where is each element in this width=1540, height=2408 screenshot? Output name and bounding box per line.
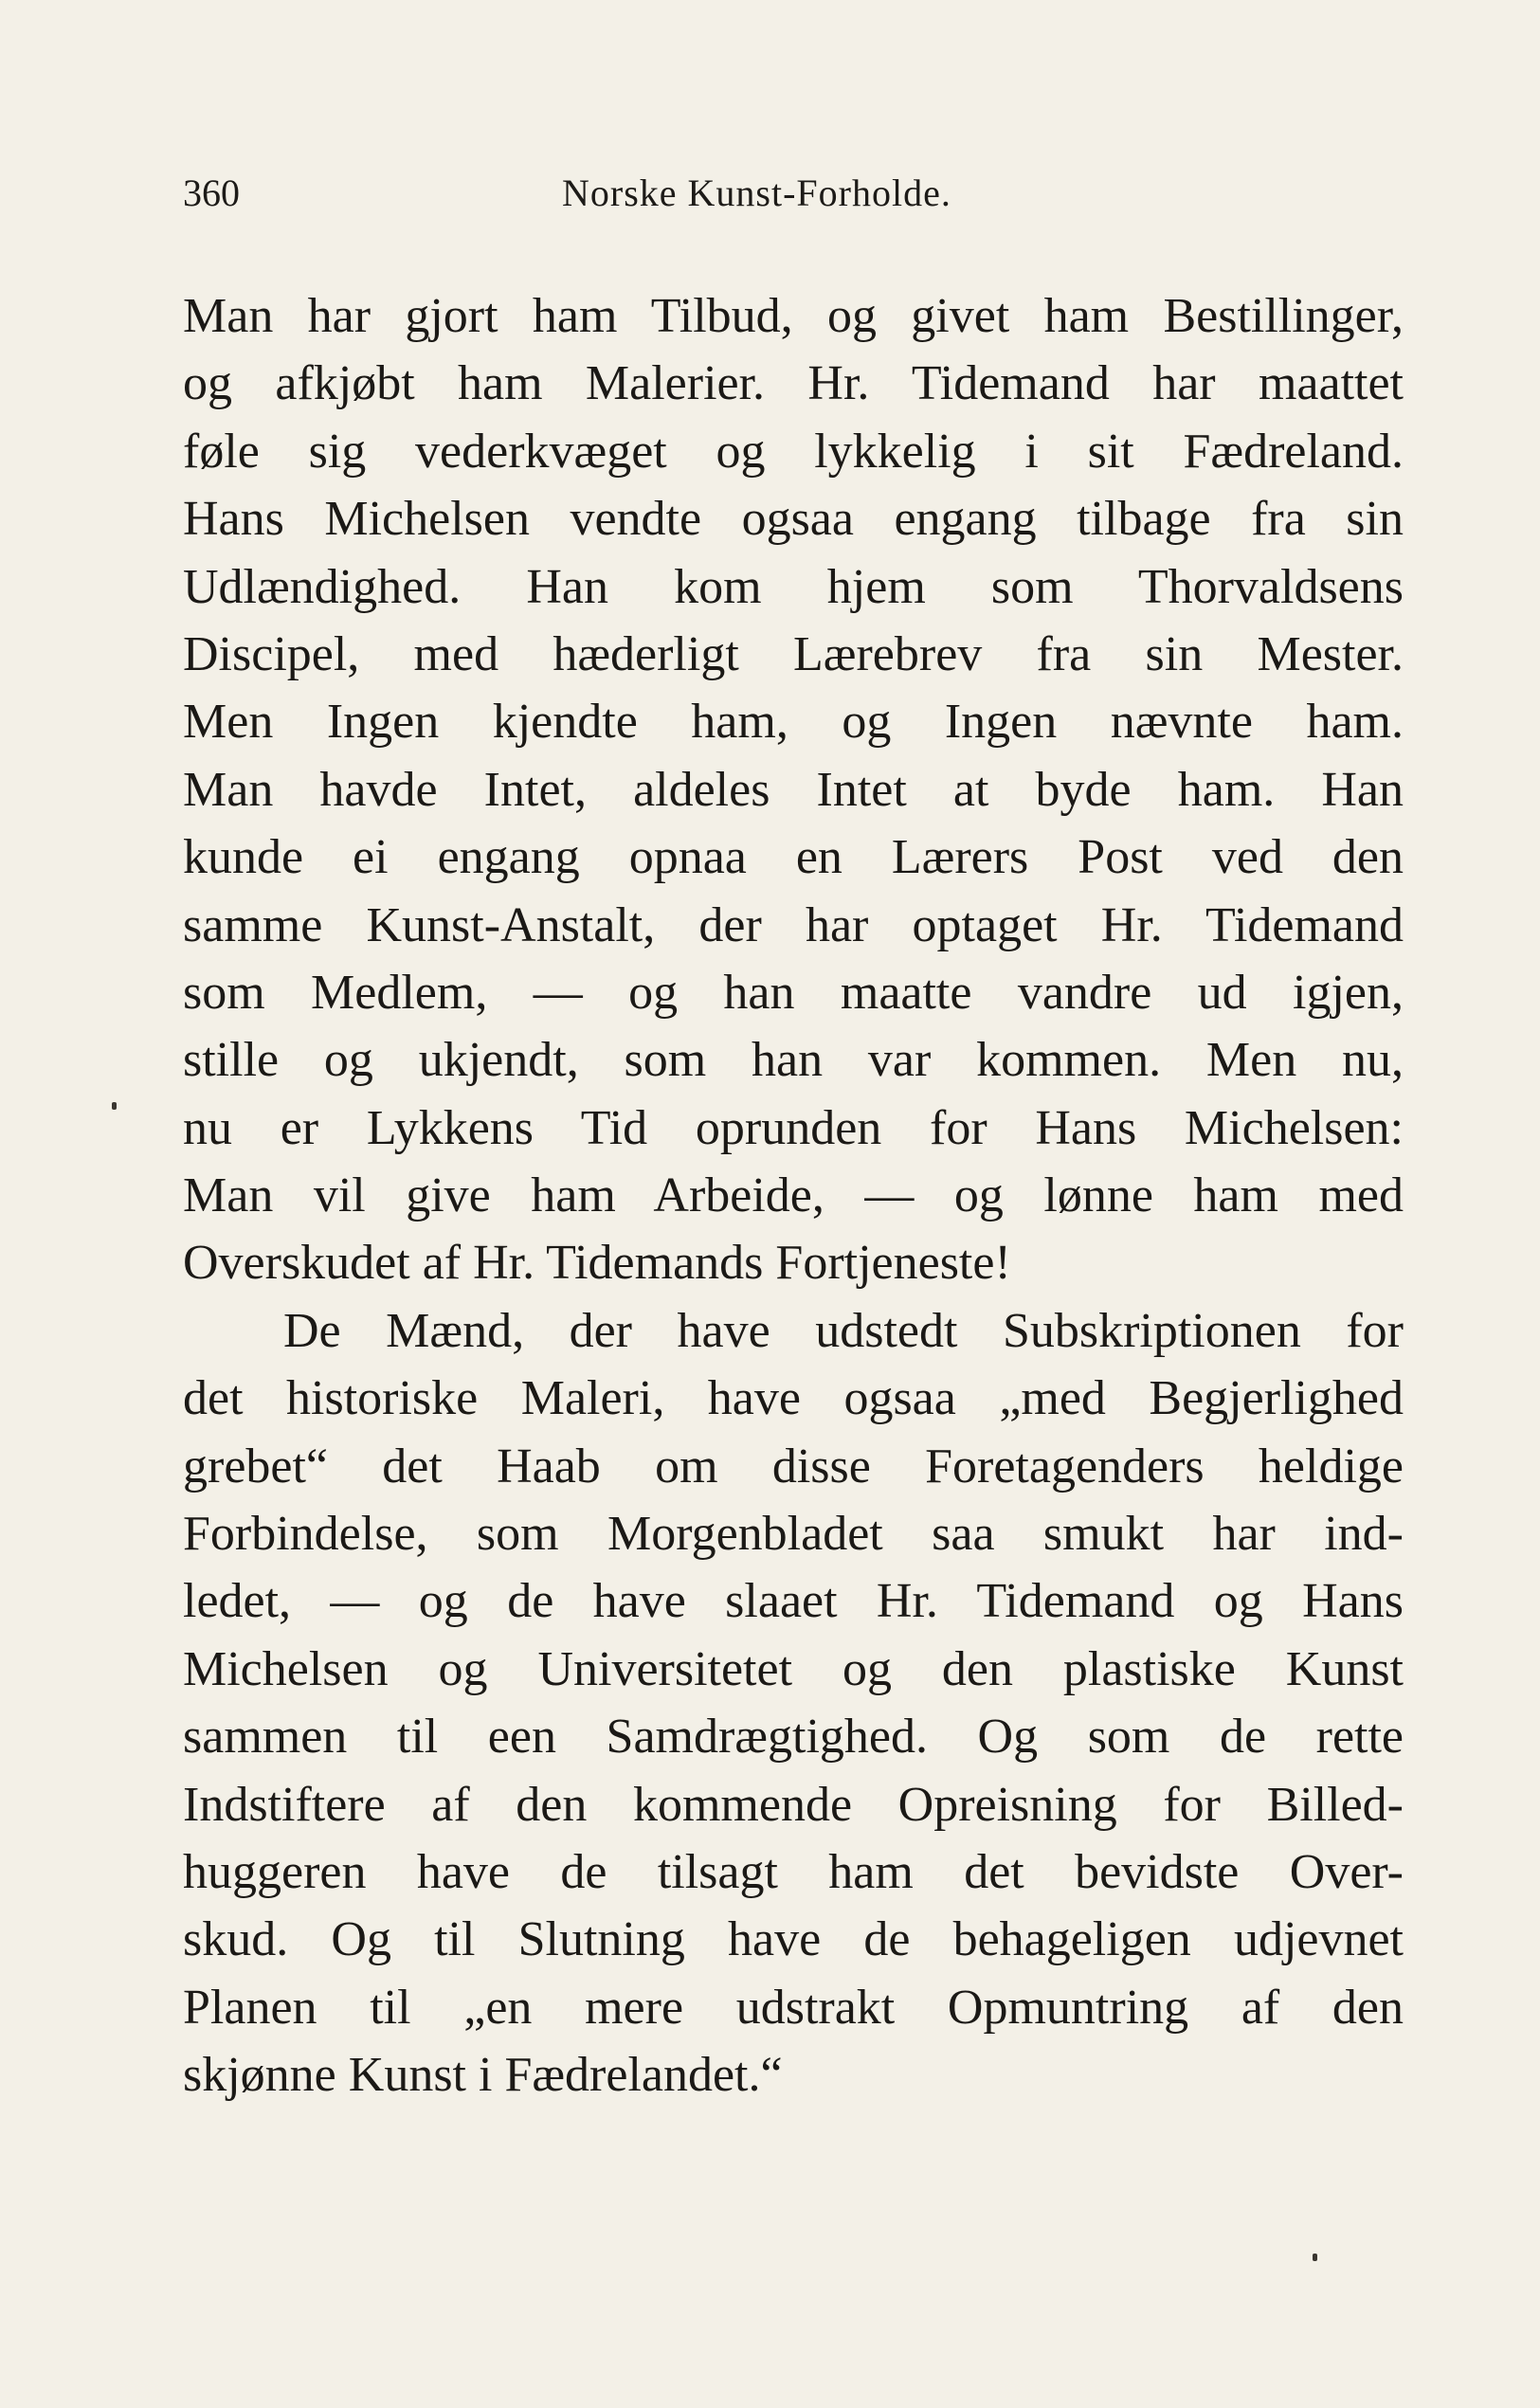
page-header [183,171,1404,227]
text-line: huggeren have de tilsagt ham det bevidste Over- [183,1844,1404,1899]
text-line: skjønne Kunst i Fædrelandet.“ [183,2048,783,2103]
text-line: som Medlem, — og han maatte vandre ud igjen, [183,965,1404,1020]
text-line: Man vil give ham Arbeide, — og lønne ham med [183,1168,1404,1223]
text-line: Michelsen og Universitetet og den plastiske Kunst [183,1641,1404,1696]
text-line: Indstiftere af den kommende Opreisning for Billed- [183,1777,1404,1832]
body-text [183,282,1404,2109]
page-number: 360 [183,172,240,214]
text-line: kunde ei engang opnaa en Lærers Post ved den [183,830,1404,885]
text-line: Discipel, med hæderligt Lærebrev fra sin Mester. [183,626,1404,681]
text-line: stille og ukjendt, som han var kommen. Men nu, [183,1033,1404,1088]
text-line: Hans Michelsen vendte ogsaa engang tilbage fra sin [183,492,1404,547]
text-line: Forbindelse, som Morgenbladet saa smukt har ind- [183,1507,1404,1562]
ink-speck [1313,2254,1317,2261]
text-line: sammen til een Samdrægtighed. Og som de rette [183,1710,1404,1765]
text-line: Men Ingen kjendte ham, og Ingen nævnte ham. [183,695,1404,750]
text-line: det historiske Maleri, have ogsaa „med Begjerlighed [183,1371,1404,1426]
text-line: føle sig vederkvæget og lykkelig i sit Fædreland. [183,424,1404,479]
text-line: og afkjøbt ham Malerier. Hr. Tidemand har maattet [183,356,1404,411]
ink-speck [112,1102,117,1110]
text-line: ledet, — og de have slaaet Hr. Tidemand og Hans [183,1574,1404,1629]
text-line: Man havde Intet, aldeles Intet at byde ham. Han [183,762,1404,817]
text-line: nu er Lykkens Tid oprunden for Hans Michelsen: [183,1100,1404,1155]
text-line: samme Kunst-Anstalt, der har optaget Hr. Tidemand [183,897,1404,952]
text-line: grebet“ det Haab om disse Foretagenders heldige [183,1439,1404,1494]
text-line: Man har gjort ham Tilbud, og givet ham Bestillinger, [183,289,1404,343]
text-line: Overskudet af Hr. Tidemands Fortjeneste! [183,1236,1011,1291]
text-line: skud. Og til Slutning have de behageligen udjevnet [183,1912,1404,1967]
running-title: Norske Kunst-Forholde. [562,172,951,214]
text-line: Udlændighed. Han kom hjem som Thorvaldsens [183,559,1404,614]
text-line: De Mænd, der have udstedt Subskriptionen for [283,1303,1404,1358]
text-line: Planen til „en mere udstrakt Opmuntring af den [183,1980,1404,2035]
